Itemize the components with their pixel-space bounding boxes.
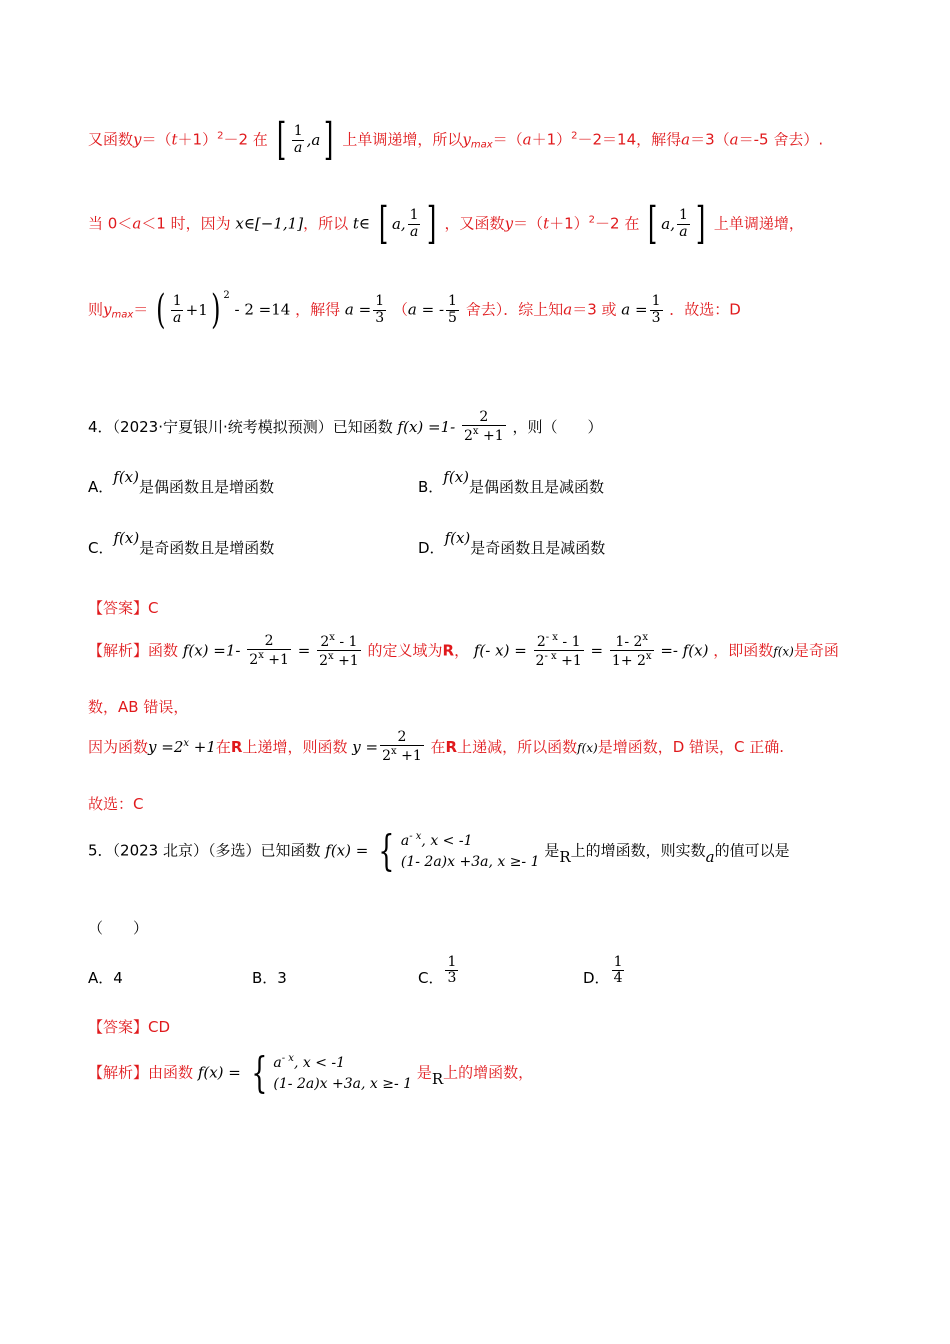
piecewise-function-2: { $a^{- x}$, x < -1 (1- 2a)x +3a, x ≥- 1	[251, 1048, 413, 1097]
piecewise-function: { $a^{- x}$, x < -1 (1- 2a)x +3a, x ≥- 1	[378, 826, 540, 875]
interval-1-over-a-to-a: [ $\frac{1}{a}$ ,a ]	[276, 114, 334, 165]
interval-a-to-1-over-a: [ a, $\frac{1}{a}$ ]	[378, 198, 436, 249]
analysis-4-line-4: 故选：C	[88, 795, 144, 813]
option-5-c[interactable]: C． $\frac{1}{3}$	[418, 954, 457, 988]
answer-4: 【答案】C	[88, 599, 159, 617]
option-b[interactable]: B．f(x)是偶函数且是减函数	[418, 468, 605, 496]
option-a[interactable]: A．f(x)是偶函数且是增函数	[88, 468, 274, 496]
option-c[interactable]: C．f(x)是奇函数且是增函数	[88, 529, 275, 557]
question-5-paren: （ ）	[88, 919, 149, 937]
solution-line-2: 当 0＜a＜1 时，因为 x∈[−1,1]，所以 t∈ [ a, $\frac{1}{a}$ ] ，又函数$y=(t+1)^2-2$ 在 [ a, $\frac{1}{a}$ ] 上单调递增，	[88, 198, 804, 249]
option-5-a[interactable]: A．4	[88, 969, 123, 987]
paren-expr: ( $\frac{1}{a}$ +1 ) 2	[156, 287, 230, 333]
solution-line-1: 又函数$y=(t+1)^2-2$ 在 [ $\frac{1}{a}$ ,a ] 上单调递增，所以$y_{max}=(a+1)^2-2=14$，解得a＝3（a＝-5 舍去）.	[88, 114, 824, 165]
option-5-b[interactable]: B．3	[252, 969, 287, 987]
analysis-4-line-3: 因为函数$y =2^x +1$在R上递增，则函数 y = $\frac{2}{2^x +1}$ 在R上递减，所以函数f(x)是增函数，D 错误，C 正确.	[88, 729, 785, 765]
answer-5: 【答案】CD	[88, 1018, 171, 1036]
option-d[interactable]: D．f(x)是奇函数且是减函数	[418, 529, 606, 557]
interval-a-to-1-over-a-2: [ a, $\frac{1}{a}$ ]	[647, 198, 706, 249]
question-4-stem: 4．（2023·宁夏银川·统考模拟预测）已知函数 f(x) =1- $\frac{2}{2^x +1}$ ，则（ ）	[88, 409, 603, 445]
analysis-5-line-1: 【解析】由函数 f(x) = { $a^{- x}$, x < -1 (1- 2a)x +3a, x ≥- 1 是R上的增函数，	[88, 1048, 534, 1097]
analysis-4-line-1: 【解析】函数 f(x) =1- $\frac{2}{2^x +1}$ = $\frac{2^x - 1}{2^x +1}$ 的定义域为R， f(- x) = $\frac{2^{- x} - 1}{2^{- x} +1}$ = $\frac{1- 2^x}{1+ 2^x}$ =- f(x) ，即函数f(x)是奇函	[88, 632, 839, 670]
option-5-d[interactable]: D． $\frac{1}{4}$	[583, 954, 623, 988]
analysis-4-line-2: 数，AB 错误，	[88, 698, 189, 716]
question-5-stem: 5．（2023 北京）（多选）已知函数 f(x) = { $a^{- x}$, x < -1 (1- 2a)x +3a, x ≥- 1 是R上的增函数，则实数a的值可以是	[88, 826, 790, 875]
solution-line-3: 则$y_{max}=$ ( $\frac{1}{a}$ +1 ) 2 - 2 =14 ，解得 a = $\frac{1}{3}$ （a = - $\frac{1}{5}$ 舍去）．综上知a＝3 或 a = $\frac{1}{3}$ ．故选：D	[88, 287, 741, 333]
